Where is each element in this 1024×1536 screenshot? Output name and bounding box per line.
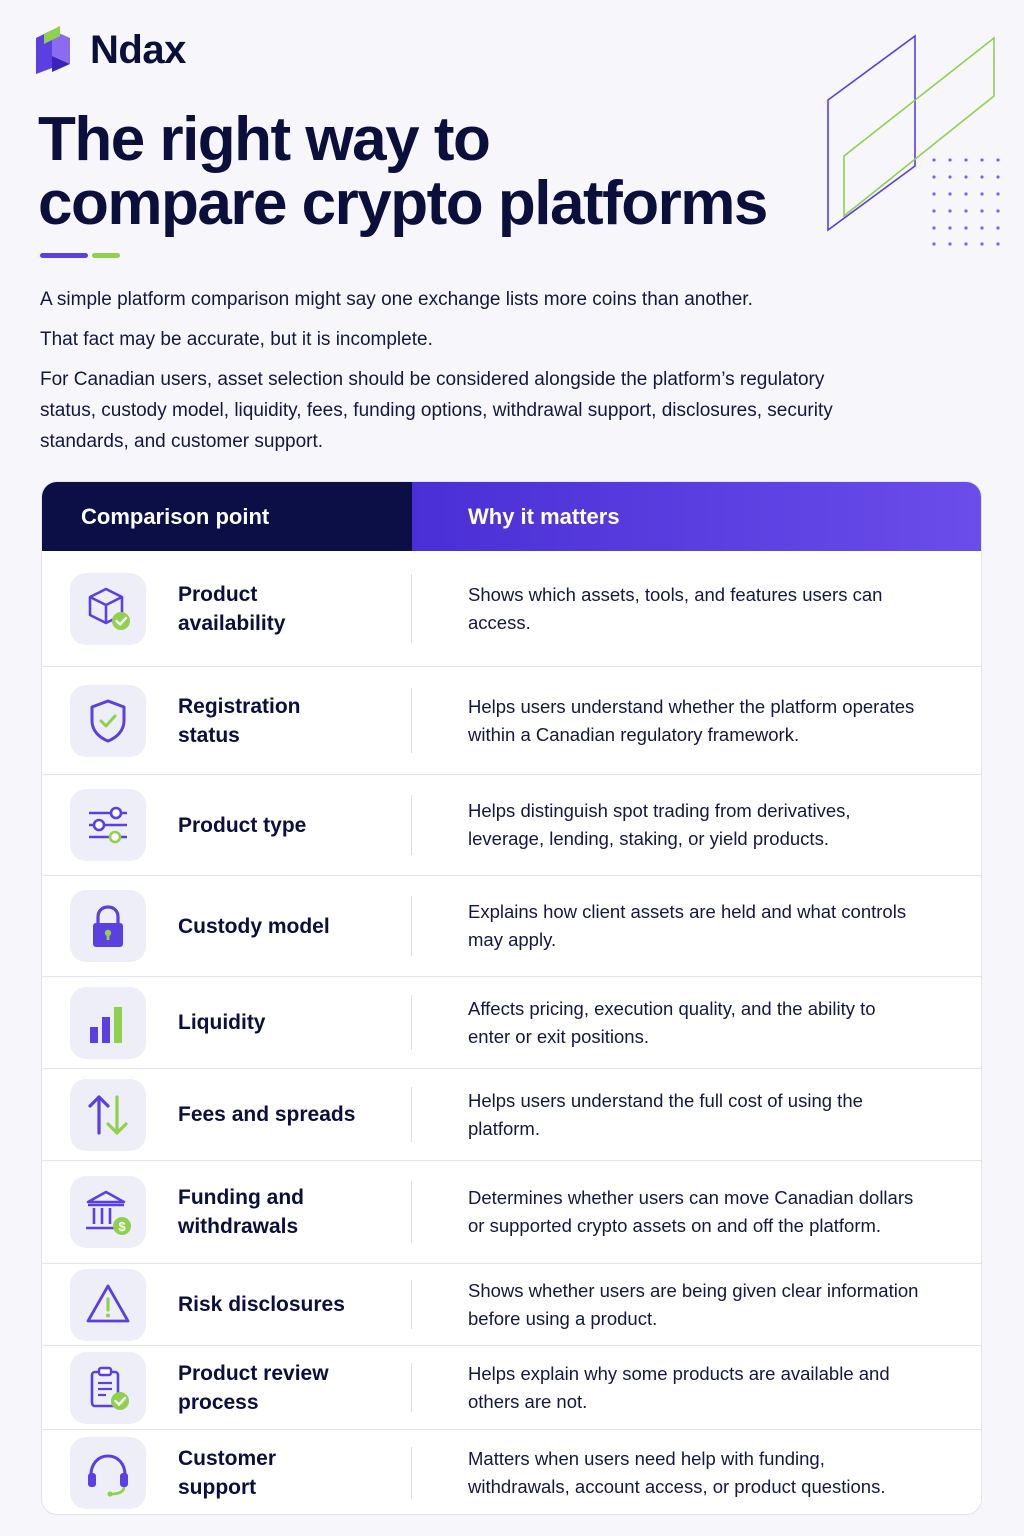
column-divider	[411, 795, 412, 855]
column-divider	[411, 896, 412, 956]
comparison-point-label: Product availability	[178, 582, 286, 635]
warning-triangle-icon	[70, 1269, 146, 1341]
table-row	[42, 1068, 981, 1160]
comparison-point-cell	[42, 977, 412, 1068]
why-it-matters-text: Explains how client assets are held and what controls may apply.	[468, 901, 907, 950]
underline-purple	[40, 253, 88, 258]
intro-paragraph: A simple platform comparison might say one exchange lists more coins than another.	[40, 289, 753, 310]
why-it-matters-text: Helps users understand the full cost of using the platform.	[468, 1089, 863, 1139]
shield-check-icon	[70, 685, 146, 757]
column-divider	[411, 1087, 412, 1142]
comparison-point-cell	[42, 551, 412, 666]
comparison-point-label: Funding and withdrawals	[178, 1186, 304, 1238]
table-row	[42, 551, 981, 666]
column-divider	[411, 995, 412, 1050]
column-divider	[411, 1363, 412, 1413]
comparison-point-label: Customer support	[178, 1447, 277, 1499]
table-row	[42, 976, 981, 1068]
why-it-matters-text: Shows whether users are being given clear information before using a product.	[468, 1279, 919, 1329]
table-row	[42, 1160, 981, 1263]
up-down-arrows-icon	[70, 1079, 146, 1151]
comparison-point-label: Product review process	[178, 1361, 329, 1414]
comparison-point-label: Custody model	[178, 914, 330, 938]
intro-paragraph: That fact may be accurate, but it is incomplete.	[40, 329, 433, 350]
title-line-2: compare crypto platforms	[38, 169, 767, 238]
table-row	[42, 1429, 981, 1515]
brand-name: Ndax	[90, 27, 186, 72]
column-divider	[411, 574, 412, 643]
headset-icon	[70, 1437, 146, 1509]
bar-chart-icon	[70, 987, 146, 1059]
column-divider	[411, 1280, 412, 1329]
intro-paragraph: For Canadian users, asset selection should be considered alongside the platform’s regulatory status, custody model, liquidity, fees, funding options, withdrawal support, disclosures, security standards, and customer support.	[40, 369, 833, 452]
sliders-icon	[70, 789, 146, 861]
comparison-point-cell	[42, 1346, 412, 1429]
page-title	[38, 105, 767, 238]
intro-text	[40, 284, 840, 466]
cube-check-icon	[70, 573, 146, 645]
comparison-point-cell	[42, 876, 412, 976]
why-it-matters-text: Helps users understand whether the platform operates within a Canadian regulatory framework.	[468, 695, 915, 745]
comparison-point-label: Liquidity	[178, 1011, 266, 1034]
why-it-matters-text: Shows which assets, tools, and features users can access.	[468, 583, 883, 633]
comparison-point-label: Registration status	[178, 694, 301, 747]
why-it-matters-text: Helps explain why some products are available and others are not.	[468, 1362, 890, 1412]
title-underline	[40, 253, 120, 258]
comparison-point-cell	[42, 1069, 412, 1160]
table-body	[42, 551, 981, 1515]
why-it-matters-text: Determines whether users can move Canadian dollars or supported crypto assets on and off the platform.	[468, 1187, 914, 1236]
comparison-point-label: Fees and spreads	[178, 1103, 356, 1126]
why-it-matters-text: Helps distinguish spot trading from derivatives, leverage, lending, staking, or yield products.	[468, 800, 851, 849]
comparison-point-cell	[42, 1430, 412, 1515]
clipboard-check-icon	[70, 1352, 146, 1424]
table-row	[42, 1345, 981, 1429]
comparison-point-cell	[42, 1161, 412, 1263]
column-divider	[411, 688, 412, 752]
header-why-it-matters: Why it matters	[412, 482, 981, 551]
title-line-1: The right way to	[38, 105, 490, 174]
column-divider	[411, 1447, 412, 1499]
comparison-point-label: Product type	[178, 813, 307, 837]
table-row	[42, 666, 981, 774]
header-comparison-point: Comparison point	[42, 482, 412, 551]
why-it-matters-text: Matters when users need help with funding, withdrawals, account access, or product questions.	[468, 1448, 886, 1497]
bank-dollar-icon	[70, 1176, 146, 1248]
comparison-point-cell	[42, 667, 412, 774]
comparison-point-cell	[42, 1264, 412, 1345]
table-row	[42, 1263, 981, 1345]
comparison-point-cell	[42, 775, 412, 875]
table-header	[42, 482, 981, 551]
decorative-lines-graphic	[820, 30, 1010, 250]
why-it-matters-text: Affects pricing, execution quality, and the ability to enter or exit positions.	[468, 997, 876, 1047]
column-divider	[411, 1181, 412, 1242]
padlock-icon	[70, 890, 146, 962]
table-row	[42, 774, 981, 875]
brand-logo	[30, 24, 186, 76]
underline-green	[92, 253, 120, 258]
comparison-point-label: Risk disclosures	[178, 1293, 345, 1316]
comparison-table	[41, 481, 982, 1515]
ndax-logo-icon	[30, 24, 76, 76]
svg-text:$: $	[118, 1219, 126, 1234]
table-row	[42, 875, 981, 976]
